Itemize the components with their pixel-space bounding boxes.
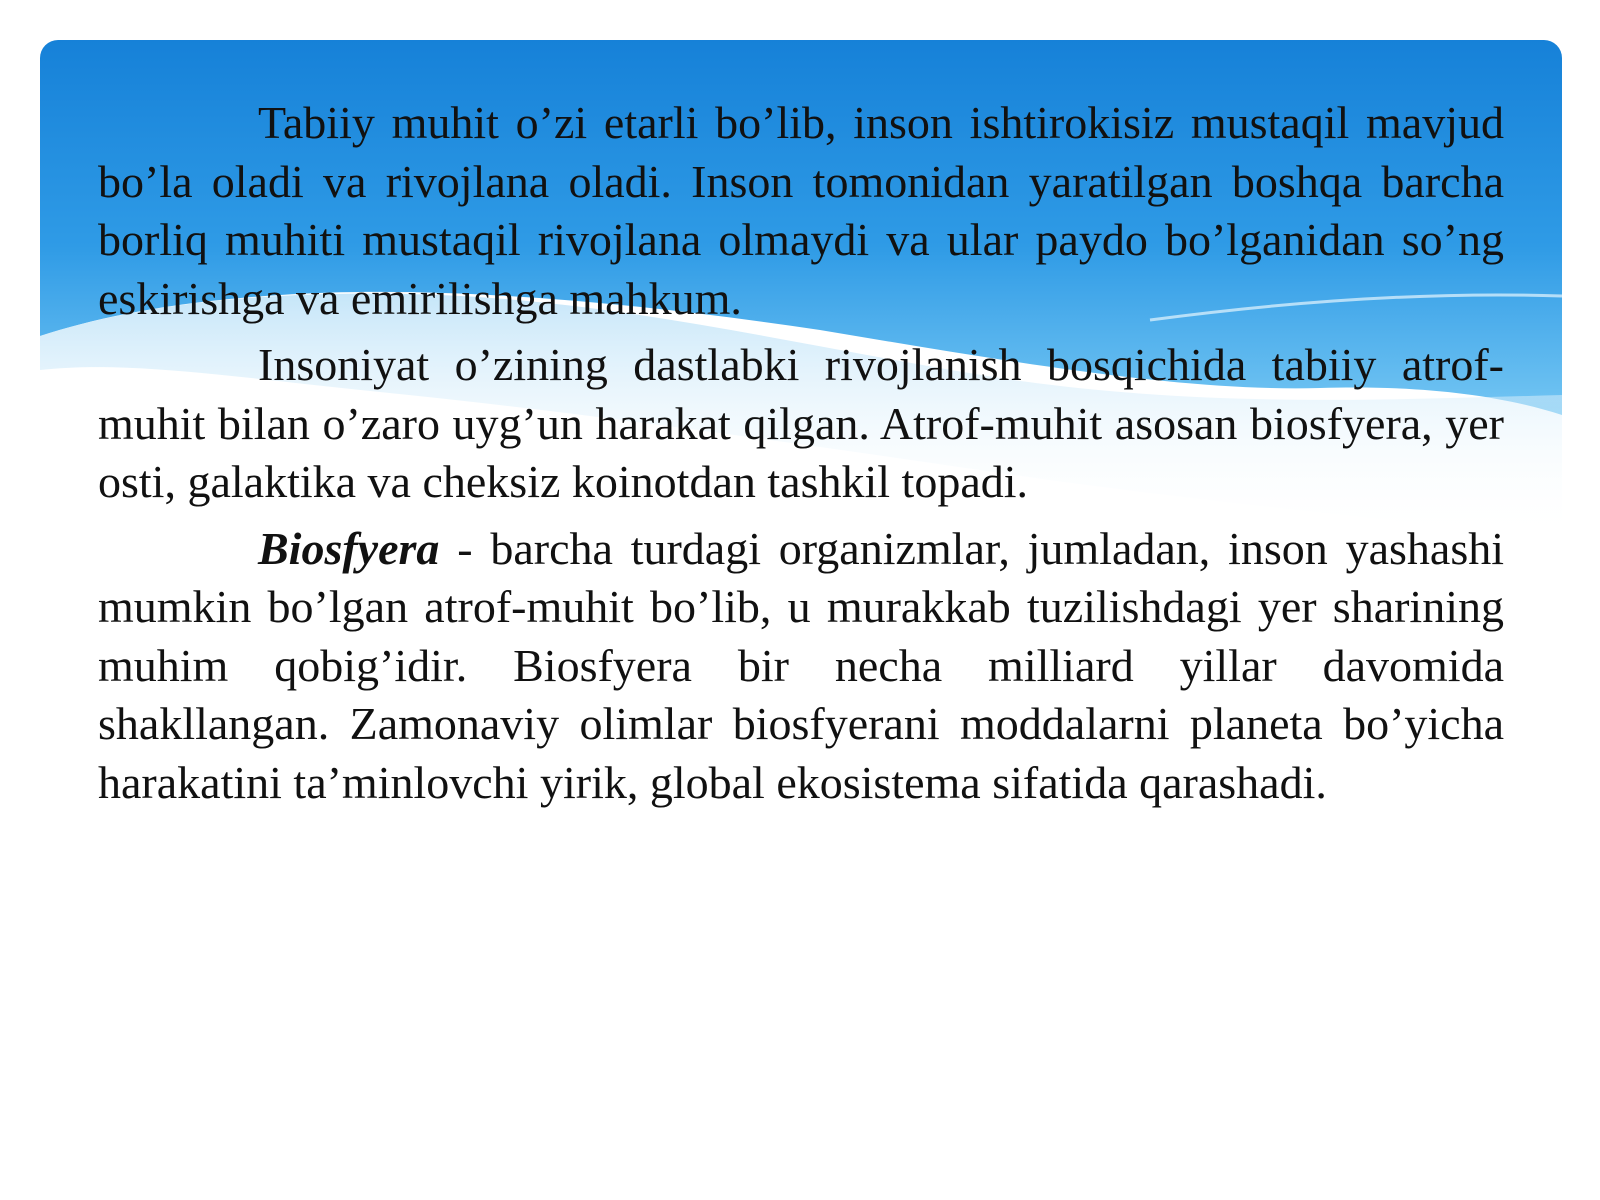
paragraph-text: Insoniyat o’zining dastlabki rivojlanish bosqichida tabiiy atrof-muhit bilan o’zaro uyg’un harakat qilgan. Atrof-muhit asosan biosfyera, yer osti, galaktika va cheksiz koinotdan tashkil topadi. [98, 339, 1504, 507]
slide-text-body [98, 94, 1504, 820]
paragraph-text: Tabiiy muhit o’zi etarli bo’lib, inson ishtirokisiz mustaqil mavjud bo’la oladi va rivojlana oladi. Inson tomonidan yaratilgan boshqa barcha borliq muhiti mustaqil rivojlana olmaydi va ular paydo bo’lganidan so’ng eskirishga va emirilishga mahkum. [98, 97, 1504, 324]
paragraph-biosphere [98, 520, 1504, 813]
paragraph-humanity-environment [98, 336, 1504, 512]
paragraph-natural-environment [98, 94, 1504, 328]
biosphere-term: Biosfyera [258, 522, 440, 574]
paragraph-text: - barcha turdagi organizmlar, jumladan, inson yashashi mumkin bo’lgan atrof-muhit bo’lib, u murakkab tuzilishdagi yer sharining muhim qobig’idir. Biosfyera bir necha milliard yillar davomida shakllangan. Zamonaviy olimlar biosfyerani moddalarni planeta bo’yicha harakatini ta’minlovchi yirik, global ekosistema sifatida qarashadi. [98, 522, 1504, 808]
